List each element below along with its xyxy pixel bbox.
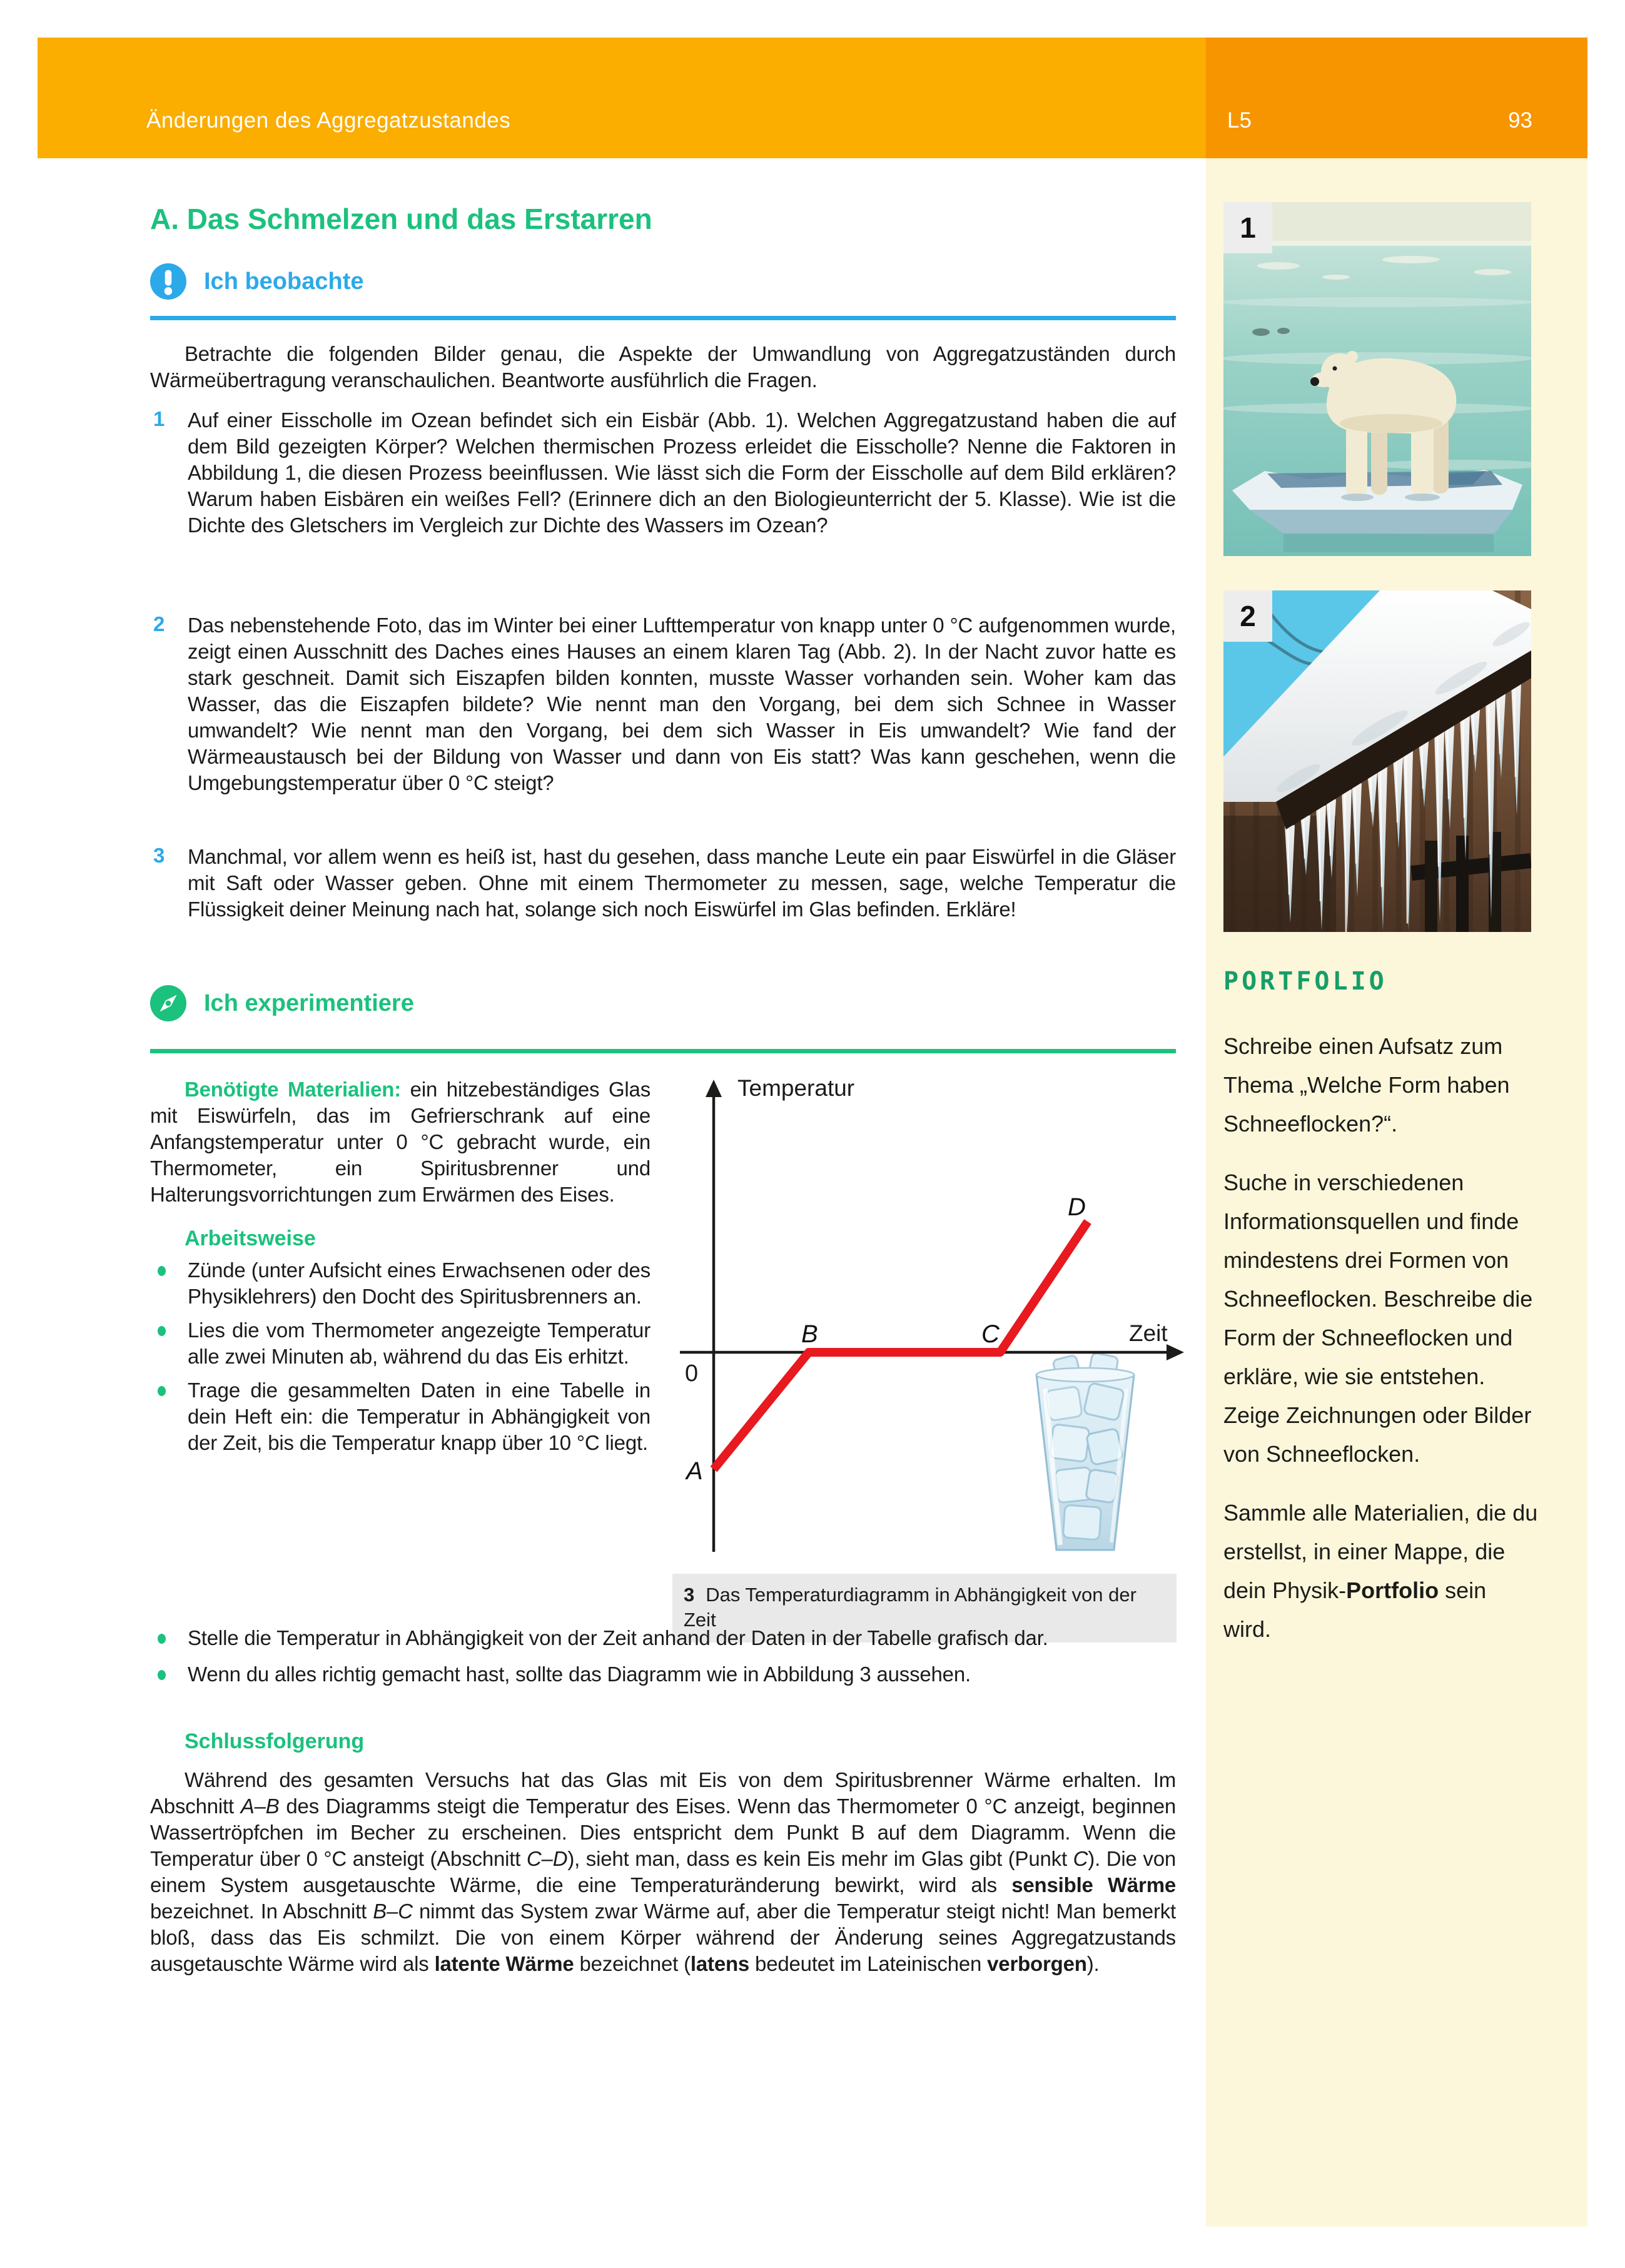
figure-2-icicles [1223,590,1531,932]
sidebar [1206,158,1587,2227]
figure-caption-text: Das Temperaturdiagramm in Abhängigkeit von der Zeit [684,1584,1136,1631]
experiment-left-column [150,1076,651,1464]
main-content [150,158,1176,2268]
temperature-chart [672,1063,1192,1570]
polar-bear-photo [1223,202,1531,556]
figure-1-polar-bear [1223,202,1531,556]
conclusion-heading: Schlussfolgerung [185,1729,365,1753]
temperature-curve [714,1222,1088,1469]
header-right [1206,38,1587,158]
procedure-step: Stelle die Temperatur in Abhängigkeit von der Zeit anhand der Daten in der Tabelle grafisch dar. [150,1625,1176,1651]
header-left [38,38,1206,158]
x-axis-label: Zeit [1129,1320,1168,1346]
question-text: Manchmal, vor allem wenn es heiß ist, hast du gesehen, dass manche Leute ein paar Eiswürfel in die Gläser mit Saft oder Wasser geben. Ohne mit einem Thermometer zu messen, sage, welche Temperatur die Flüssigkeit deiner Meinung nach hat, solange sich noch Eiswürfel im Glas befinden. Erkläre! [188,845,1176,921]
portfolio-section [1223,967,1539,1669]
observe-intro: Betrachte die folgenden Bilder genau, die Aspekte der Umwandlung von Aggregatzuständen durch Wärmeübertragung veranschaulichen. Beantworte ausführlich die Fragen. [150,342,1176,392]
chapter-title: Änderungen des Aggregatzustandes [146,108,511,133]
question-text: Das nebenstehende Foto, das im Winter bei einer Lufttemperatur von knapp unter 0 °C aufgenommen wurde, zeigt einen Ausschnitt des Daches eines Hauses an einem klaren Tag (Abb. 2). In der Nacht zuvor hatte es stark geschneit. Damit sich Eiszapfen bilden konnten, musste Wasser vorhanden sein. Woher kam das Wasser, das die Eiszapfen bildete? Wie nennt man den Vorgang, bei dem sich Schnee in Wasser umwandelt? Wie nennt man den Vorgang, bei dem sich Wasser in Eis umwandelt? Wie fand der Wärmeaustausch bei der Bildung von Wasser und dann von Eis statt? Was kann geschehen, wenn die Umgebungstemperatur über 0 °C steigt? [188,614,1176,794]
ice-floe-edge [1250,510,1512,535]
materials-label: Benötigte Materialien: [185,1078,402,1101]
materials-text: ein hitzebeständiges Glas mit Eiswürfeln, das im Gefrierschrank auf eine Anfangstemperatur unter 0 °C gebracht wurde, ein Thermometer, ein Spiritusbrenner und Halterungsvorrichtungen zum Erwärmen des Eises. [150,1078,651,1206]
observe-divider [150,316,1176,320]
experiment-divider [150,1049,1176,1053]
section-title: A. Das Schmelzen und das Erstarren [150,203,652,235]
portfolio-paragraph: Schreibe einen Aufsatz zum Thema „Welche Form haben Schneeflocken?“. [1223,1033,1510,1137]
procedure-heading: Arbeitsweise [185,1227,316,1250]
procedure-steps [150,1257,651,1456]
figure-caption-number: 3 [684,1584,695,1606]
question-number: 2 [153,612,165,635]
point-label-B: B [801,1320,818,1348]
question-item-3 [150,844,1176,923]
procedure-step: Wenn du alles richtig gemacht hast, sollte das Diagramm wie in Abbildung 3 aussehen. [150,1661,1176,1688]
question-item-2 [150,612,1176,796]
figure-number-badge: 1 [1223,202,1272,253]
y-axis-label: Temperatur [737,1075,855,1101]
portfolio-paragraph: Sammle alle Materialien, die du erstellst, in einer Mappe, die dein Physik-Portfolio sein wird. [1223,1500,1538,1642]
y-axis-arrow [706,1080,722,1097]
point-label-A: A [686,1457,703,1485]
point-label-D: D [1068,1193,1086,1221]
observe-label: Ich beobachte [204,268,364,295]
origin-label: 0 [685,1360,699,1387]
page-number: 93 [1508,108,1532,133]
conclusion-paragraph: Während des gesamten Versuchs hat das Glas mit Eis von dem Spiritusbrenner Wärme erhalten. Im Abschnitt A–B des Diagramms steigt die Temperatur des Eises. Wenn das Thermometer 0 °C anzeigt, beginnen Wassertröpfchen im Becher zu erscheinen. Dies entspricht dem Punkt B auf dem Diagramm. Wenn die Temperatur über 0 °C ansteigt (Abschnitt C–D), sieht man, dass es kein Eis mehr im Glas gibt (Punkt C). Die von einem System ausgetauschte Wärme, die eine Temperaturänderung bewirkt, wird als sensible Wärme bezeichnet. In Abschnitt B–C nimmt das System zwar Wärme auf, aber die Temperatur steigt nicht! Man bemerkt bloß, dass das Eis schmilzt. Die von einem Körper während der Änderung seines Aggregatzustands ausgetauschte Wärme wird als latente Wärme bezeichnet (latens bedeutet im Lateinischen verborgen). [150,1768,1177,1975]
procedure-step: Zünde (unter Aufsicht eines Erwachsenen oder des Physiklehrers) den Docht des Spiritusbrenners an. [150,1257,651,1310]
x-axis-arrow [1167,1344,1184,1360]
portfolio-heading: PORTFOLIO [1223,967,1387,996]
materials-paragraph [150,1076,651,1208]
point-label-C: C [981,1320,1000,1348]
figure-number-badge: 2 [1223,590,1272,642]
lesson-badge: L5 [1227,108,1252,133]
glass-with-ice-image [1036,1352,1134,1550]
compass-icon [150,985,186,1021]
experiment-label: Ich experimentiere [204,990,414,1016]
question-number: 3 [153,844,165,867]
question-number: 1 [153,407,165,430]
question-text: Auf einer Eisscholle im Ozean befindet sich ein Eisbär (Abb. 1). Welchen Aggregatzustand haben die auf dem Bild gezeigten Körper? Welchen thermischen Prozess erleidet die Eisscholle? Nenne die Faktoren in Abbildung 1, die diesen Prozess beeinflussen. Wie lässt sich die Form der Eisscholle auf dem Bild erklären? Warum haben Eisbären ein weißes Fell? (Erinnere dich an den Biologieunterricht der 5. Klasse). Wie ist die Dichte des Gletschers im Vergleich zur Dichte des Wassers im Ozean? [188,408,1176,537]
procedure-step: Lies die vom Thermometer angezeigte Temperatur alle zwei Minuten ab, während du das Eis erhitzt. [150,1317,651,1370]
temperature-diagram-figure [672,1063,1192,1643]
page-header [38,38,1587,158]
procedure-steps-wide [150,1625,1176,1698]
exclamation-icon [150,263,186,300]
observe-section-header [150,263,364,300]
procedure-step: Trage die gesammelten Daten in eine Tabelle in dein Heft ein: die Temperatur in Abhängigkeit von der Zeit, bis die Temperatur knapp über 10 °C liegt. [150,1377,651,1456]
portfolio-paragraph: Suche in verschiedenen Informationsquellen und finde mindestens drei Formen von Schneeflocken. Beschreibe die Form der Schneeflocken und erkläre, wie sie entstehen. Zeige Zeichnungen oder Bilder von Schneeflocken. [1223,1170,1533,1467]
question-item-1 [150,407,1176,539]
experiment-section-header [150,985,414,1021]
